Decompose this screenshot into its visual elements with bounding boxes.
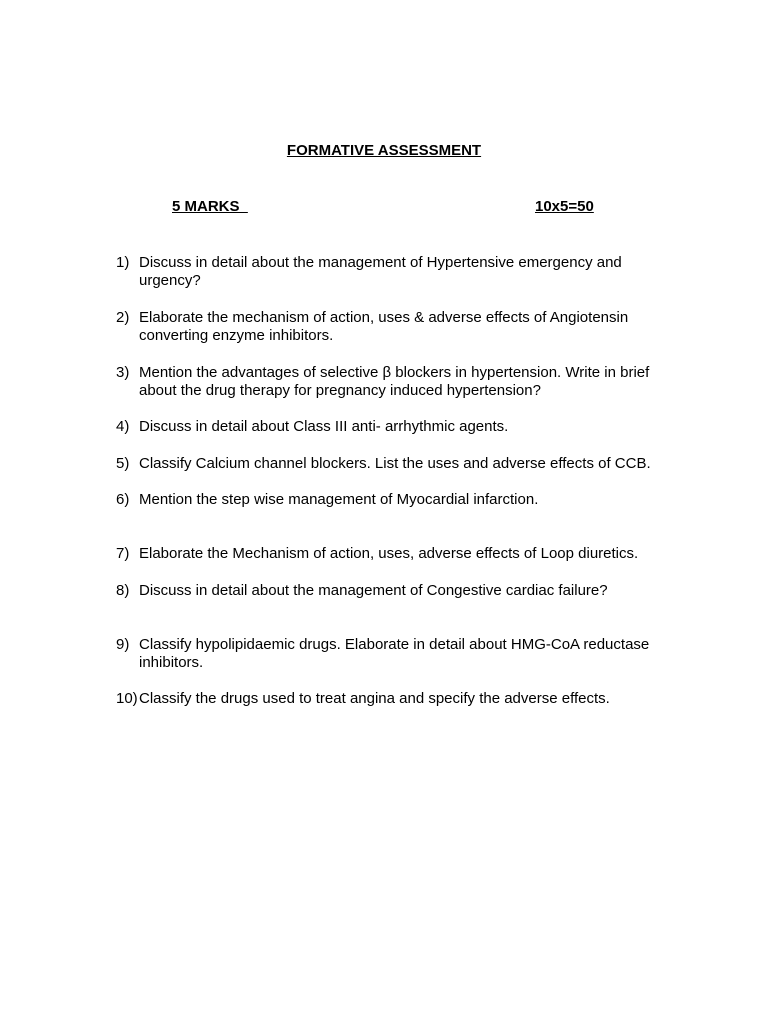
question-number: 2): [116, 309, 130, 326]
question-number: 5): [116, 455, 130, 472]
question-text: Discuss in detail about the management of Congestive cardiac failure?: [139, 582, 608, 599]
question-number: 8): [116, 582, 130, 599]
question-number: 6): [116, 491, 130, 508]
marks-total: 10x5=50: [535, 198, 594, 215]
question-item: [116, 491, 676, 509]
question-item: [116, 364, 676, 400]
question-text: Elaborate the Mechanism of action, uses, adverse effects of Loop diuretics.: [139, 545, 639, 562]
question-item: [116, 582, 676, 600]
question-text: Mention the step wise management of Myocardial infarction.: [139, 491, 539, 508]
question-item: [116, 254, 676, 290]
question-text: Classify Calcium channel blockers. List the uses and adverse effects of CCB.: [139, 455, 651, 472]
question-text: Elaborate the mechanism of action, uses & adverse effects of Angiotensin converting enzyme inhibitors.: [139, 309, 629, 344]
question-number: 3): [116, 364, 130, 381]
question-item: [116, 418, 676, 436]
question-item: [116, 690, 676, 708]
document-title-text: FORMATIVE ASSESSMENT: [286, 142, 482, 159]
question-text: Classify the drugs used to treat angina and specify the adverse effects.: [139, 690, 610, 707]
question-text: Discuss in detail about the management of Hypertensive emergency and urgency?: [139, 254, 622, 289]
question-item: [116, 309, 676, 345]
question-item: [116, 545, 676, 563]
question-item: [116, 455, 676, 473]
question-number: 10): [116, 690, 138, 707]
marks-label: 5 MARKS: [172, 198, 248, 215]
question-number: 1): [116, 254, 130, 271]
question-item: [116, 636, 676, 672]
question-number: 9): [116, 636, 130, 653]
question-text: Mention the advantages of selective β blockers in hypertension. Write in brief about the drug therapy for pregnancy induced hypertension?: [139, 364, 650, 399]
question-text: Classify hypolipidaemic drugs. Elaborate in detail about HMG-CoA reductase inhibitors.: [139, 636, 650, 671]
question-text: Discuss in detail about Class III anti- arrhythmic agents.: [139, 418, 509, 435]
question-number: 7): [116, 545, 130, 562]
document-title: [0, 142, 768, 159]
question-number: 4): [116, 418, 130, 435]
